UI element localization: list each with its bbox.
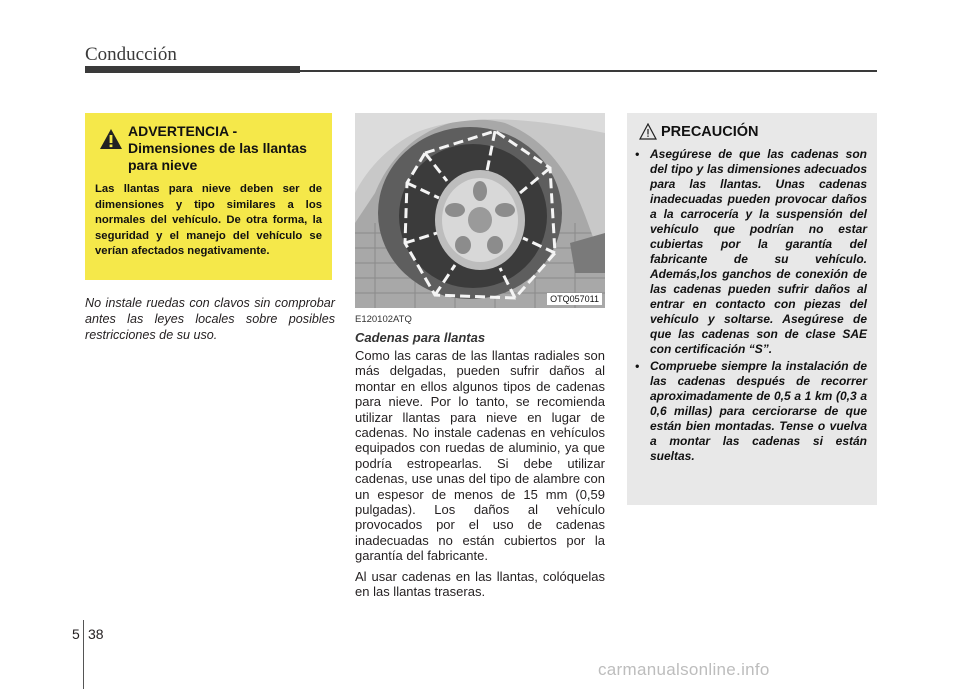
tire-chain-illustration [355, 113, 605, 308]
caution-header [635, 123, 867, 145]
warning-triangle-icon [99, 128, 123, 150]
page-number: 38 [88, 626, 104, 642]
section-code: E120102ATQ [355, 314, 412, 325]
section-body [355, 348, 605, 605]
body-paragraph: Al usar cadenas en las llantas, colóquelas en las llantas traseras. [355, 568, 605, 600]
warning-header [95, 123, 322, 174]
figure-caption: OTQ057011 [547, 293, 602, 305]
footer-divider [83, 620, 84, 689]
warning-text: Las llantas para nieve deben ser de dimensiones y tipo similares a los normales del vehículo. De otra forma, la seguridad y el manejo del vehículo se verían afectados negativamente. [95, 183, 322, 257]
section-number: 5 [72, 626, 80, 642]
caution-item: • Compruebe siempre la instalación de las cadenas después de recorrer aproximadamente de 0,5 a 1 km (0,3 a 0,6 millas) para cerciorarse de que están bien montadas. Tense o vuelva a montar las cadenas si están sueltas. [635, 359, 867, 463]
studded-tire-note: No instale ruedas con clavos sin comprobar antes las leyes locales sobre posibles restricciones de su uso. [85, 296, 335, 342]
caution-triangle-icon [639, 123, 657, 140]
page-title: Conducción [85, 44, 177, 65]
caution-title: PRECAUCIÓN [661, 124, 759, 140]
warning-title: ADVERTENCIA - Dimensiones de las llantas para nieve [128, 123, 307, 173]
watermark: carmanualsonline.info [598, 660, 770, 679]
body-paragraph: Como las caras de las llantas radiales son más delgadas, pueden sufrir daños al montar en ellos algunos tipos de cadenas para nieve. Por lo tanto, se recomienda utilizar llantas para nieve en lugar de cadenas. No instale cadenas en vehículos equipados con ruedas de aluminio, ya que podría estropearlas. Si debe utilizar cadenas, use unas del tipo de alambre con un espesor de menos de 15 mm (0,59 pulgadas). Los daños al vehículo provocados por el uso de cadenas inadecuadas no están cubiertos por la garantía del fabricante. [355, 348, 605, 564]
header-rule [300, 70, 877, 72]
caution-item: • Asegúrese de que las cadenas son del tipo y las dimensiones adecuados para las llantas. Unas cadenas inadecuadas pueden provocar daños a la carrocería y la suspensión del vehículo que podrían no estar cubiertas por la garantía del fabricante de su vehículo. Además,los ganchos de conexión de las cadenas pueden sufrir daños al entrar en contacto con piezas del vehículo y soltarse. Asegúrese de que las cadenas son de clase SAE con certificación “S”. [635, 147, 867, 356]
section-title: Cadenas para llantas [355, 330, 486, 345]
header-bar [85, 66, 300, 73]
tire-chain-photo [355, 113, 605, 308]
warning-box [85, 113, 332, 280]
caution-box [627, 113, 877, 505]
caution-list [635, 147, 867, 464]
